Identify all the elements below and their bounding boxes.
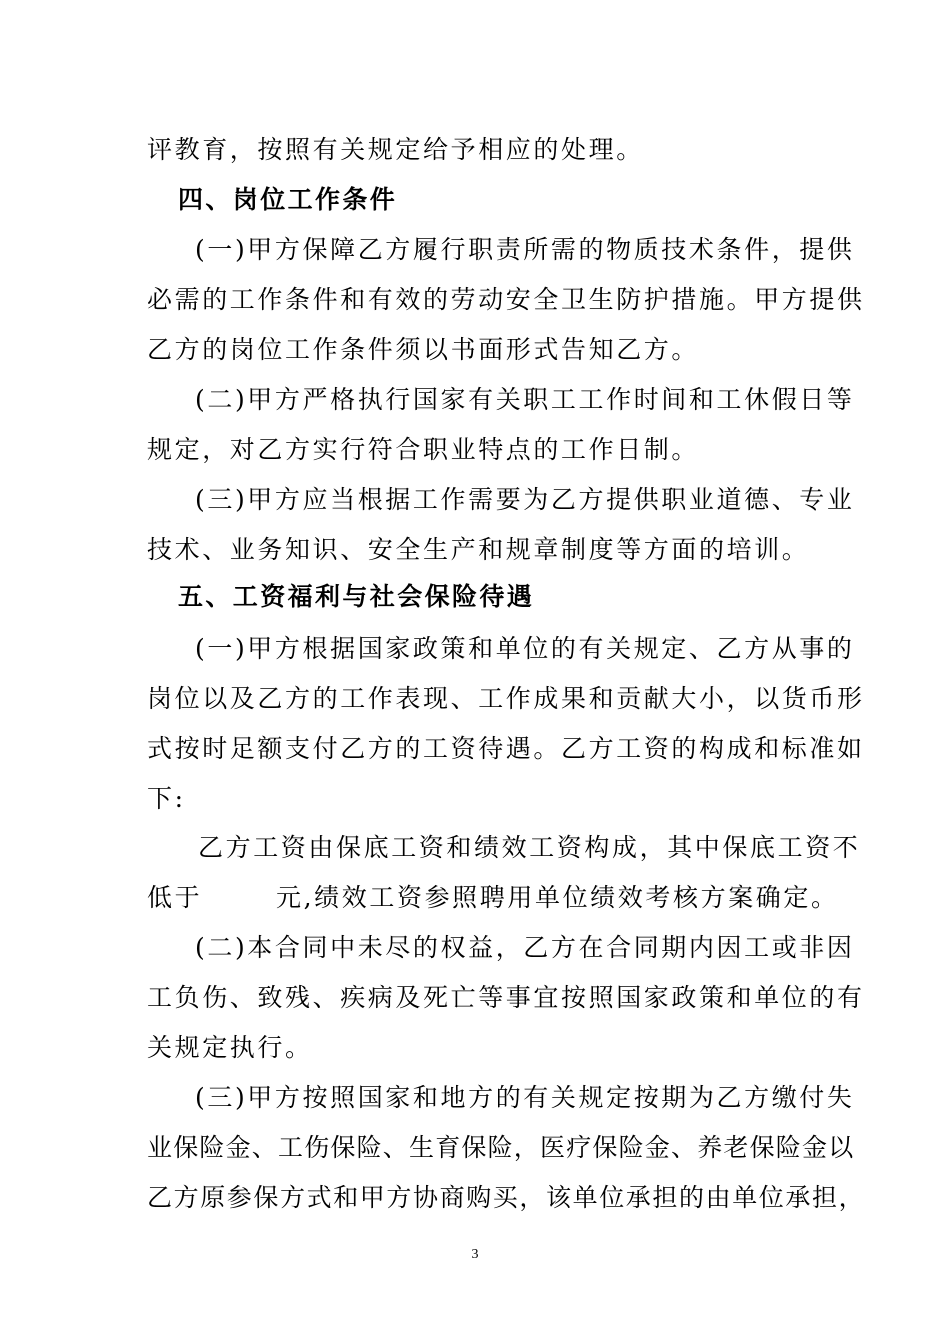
text-line: 业保险金、工伤保险、生育保险，医疗保险金、养老保险金以 [147, 1133, 855, 1162]
section-heading: 五、工资福利与社会保险待遇 [178, 582, 535, 611]
text-line: 必需的工作条件和有效的劳动安全卫生防护措施。甲方提供 [147, 285, 865, 314]
text-line: (一)甲方根据国家政策和单位的有关规定、乙方从事的 [195, 634, 855, 663]
text-line: 下: [147, 784, 186, 813]
text-line: (三)甲方应当根据工作需要为乙方提供职业道德、专业 [195, 485, 855, 514]
text-line: 岗位以及乙方的工作表现、工作成果和贡献大小，以货币形 [147, 684, 865, 713]
text-line: 式按时足额支付乙方的工资待遇。乙方工资的构成和标准如 [147, 734, 865, 763]
text-line: 规定，对乙方实行符合职业特点的工作日制。 [147, 435, 700, 464]
text-line: (二)本合同中未尽的权益，乙方在合同期内因工或非因 [195, 933, 855, 962]
text-line: 乙方工资由保底工资和绩效工资构成，其中保底工资不 [198, 833, 861, 862]
text-line: 工负伤、致残、疾病及死亡等事宜按照国家政策和单位的有 [147, 983, 865, 1012]
section-heading: 四、岗位工作条件 [178, 185, 398, 214]
text-line: 乙方原参保方式和甲方协商购买，该单位承担的由单位承担， [147, 1183, 866, 1212]
text-line: 乙方的岗位工作条件须以书面形式告知乙方。 [147, 335, 700, 364]
text-line: (一)甲方保障乙方履行职责所需的物质技术条件，提供 [195, 235, 855, 264]
text-line: (二)甲方严格执行国家有关职工工作时间和工休假日等 [195, 385, 855, 414]
text-line: 技术、业务知识、安全生产和规章制度等方面的培训。 [147, 535, 810, 564]
page-number: 3 [471, 1247, 479, 1262]
text-line: 低于 元,绩效工资参照聘用单位绩效考核方案确定。 [147, 883, 839, 912]
text-line: (三)甲方按照国家和地方的有关规定按期为乙方缴付失 [195, 1083, 855, 1112]
text-line: 评教育，按照有关规定给予相应的处理。 [147, 135, 644, 164]
text-line: 关规定执行。 [147, 1033, 313, 1062]
